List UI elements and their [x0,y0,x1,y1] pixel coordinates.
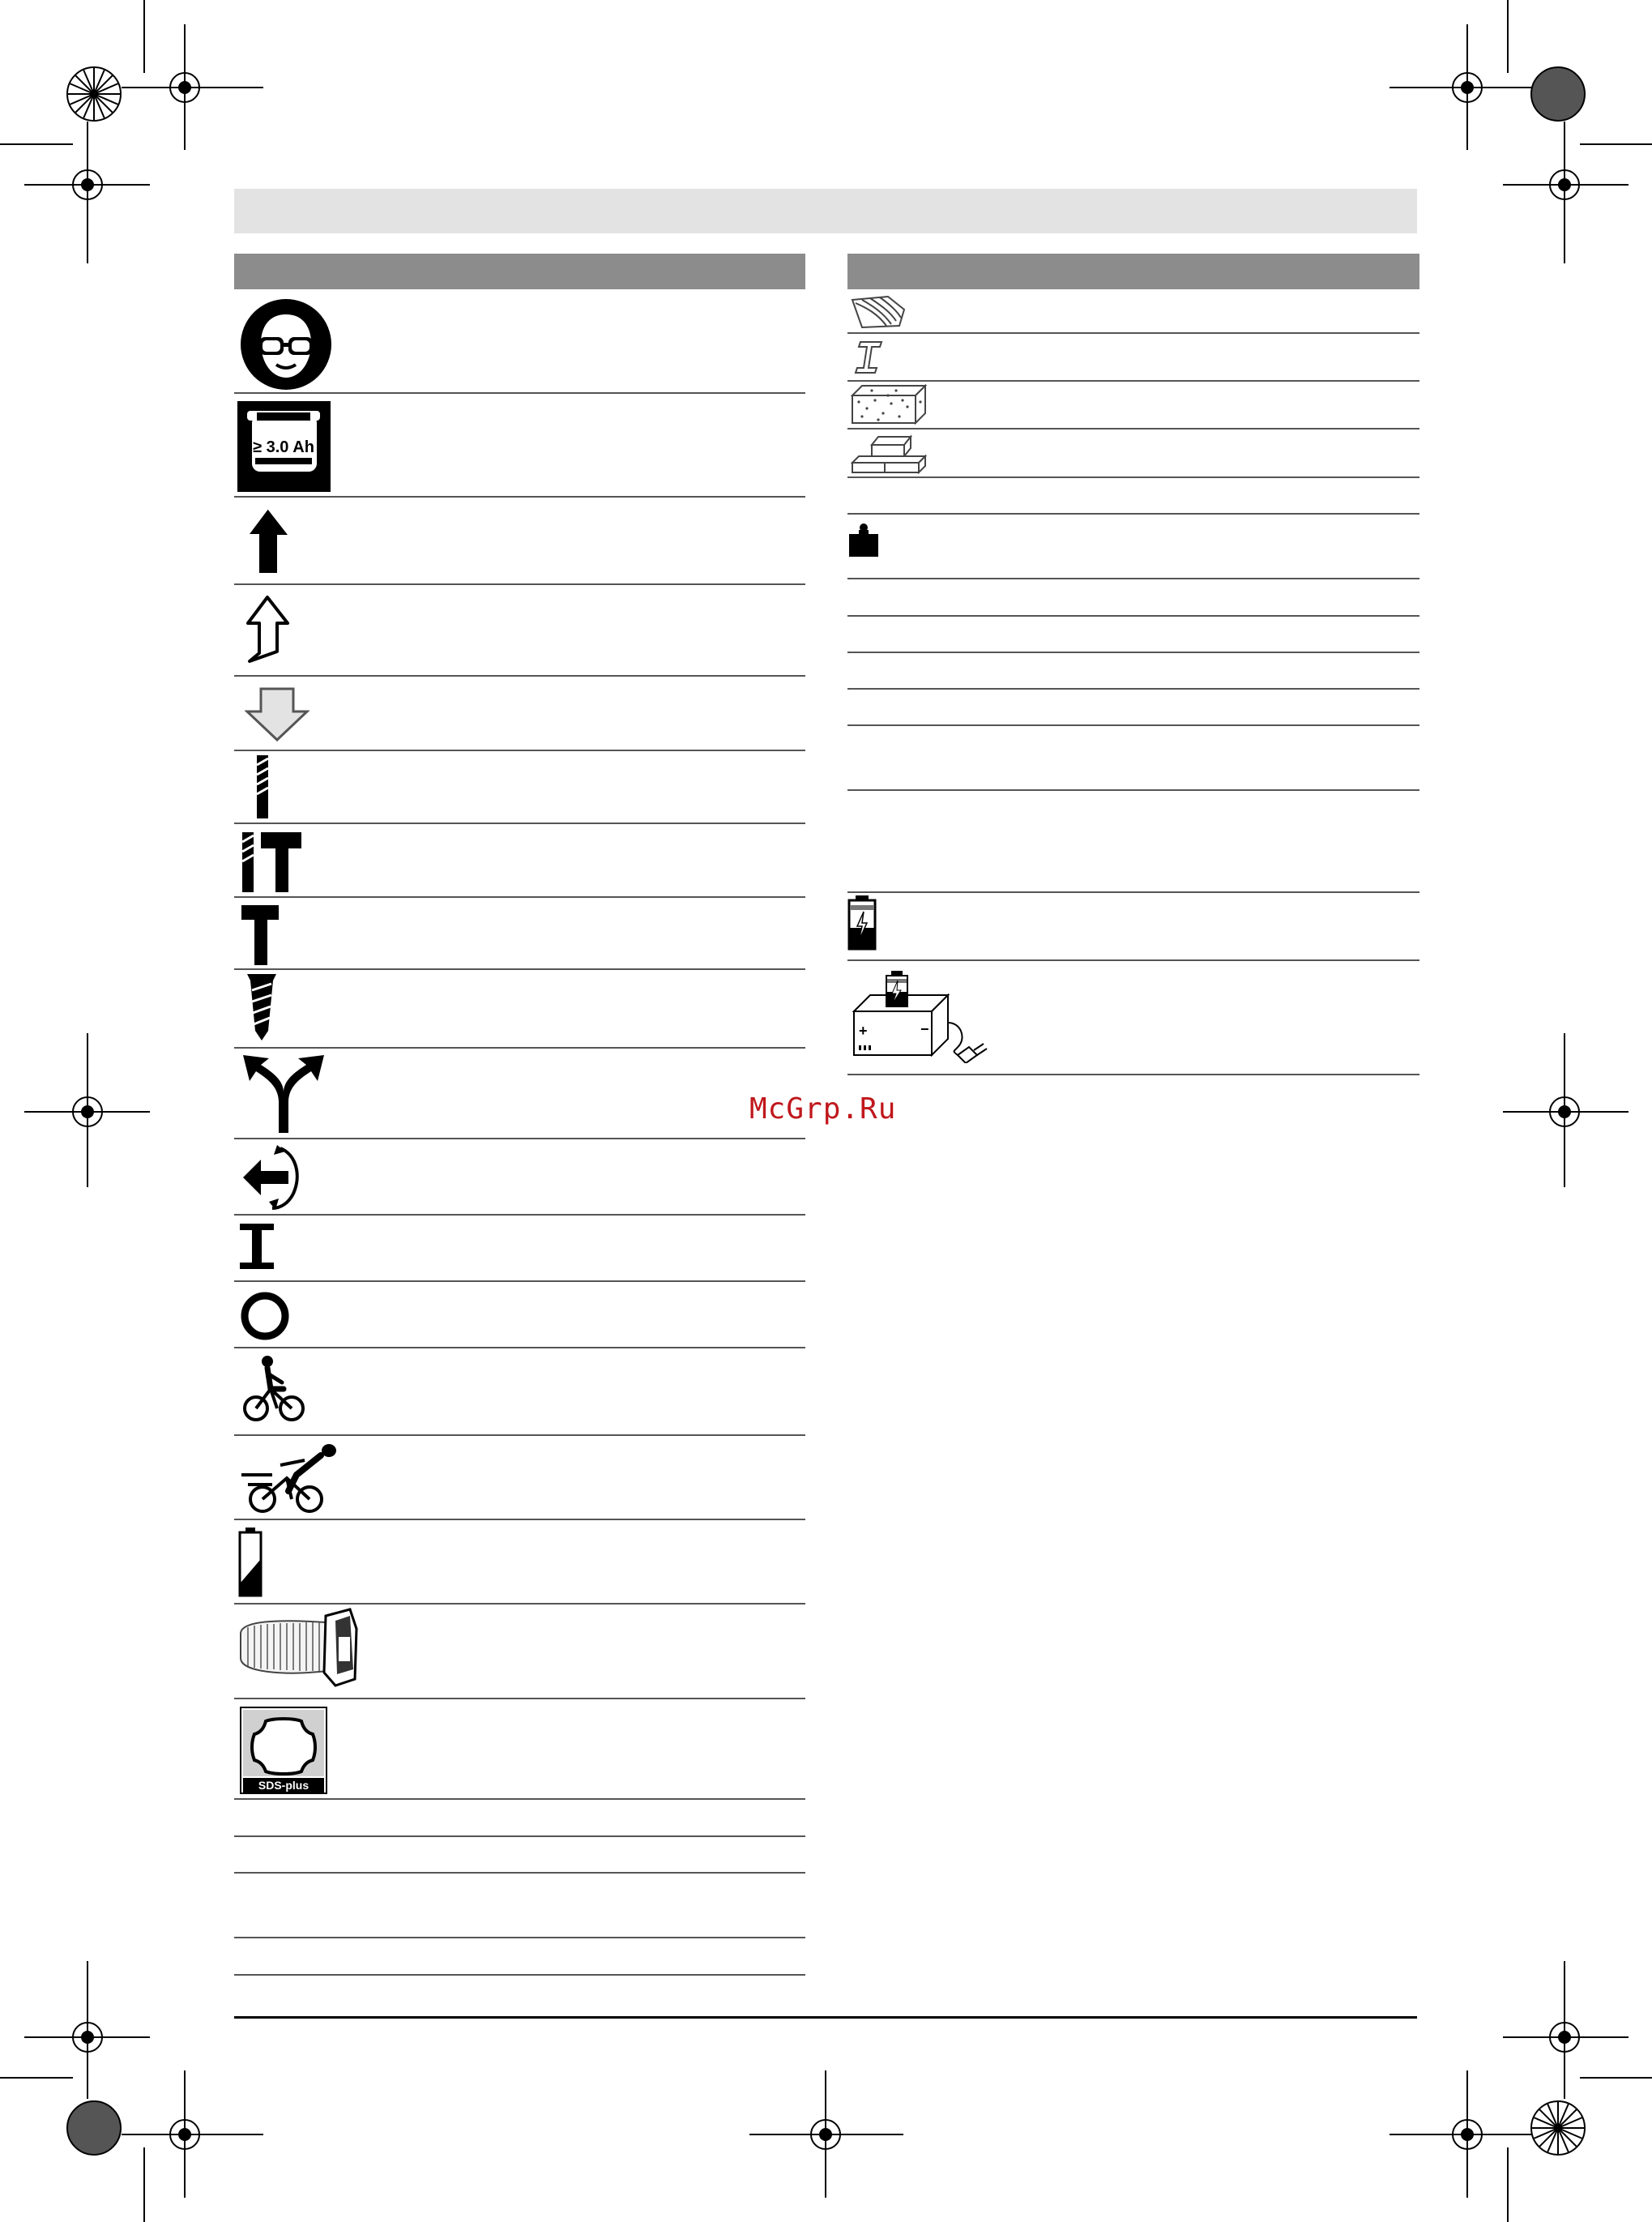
masonry-icon [851,434,927,474]
eye-protection-icon [240,298,333,391]
charger-icon [847,966,993,1063]
slow-cyclist-icon [240,1355,309,1424]
arrow-up-filled-icon [243,506,292,575]
concrete-icon [851,384,927,425]
screw-icon [245,972,278,1042]
svg-text:−: − [920,1021,929,1037]
right-column-header [847,254,1419,289]
left-column-header [234,254,805,289]
battery-3ah-icon [237,401,331,492]
watermark: McGrp.Ru [749,1092,897,1126]
header-band [234,189,1417,233]
dust-extraction-hose-icon [237,1605,358,1692]
battery-icon [847,895,877,951]
branch-arrow-icon [241,1053,327,1135]
footer-rule [234,2016,1417,2019]
arrow-down-icon [245,687,309,742]
fast-cyclist-icon [240,1442,337,1514]
wood-icon [851,295,906,329]
battery-3ah-label: ≥ 3.0 Ah [253,438,314,456]
battery-charge-icon [238,1528,263,1597]
steel-beam-icon [854,340,883,374]
sds-plus-label: SDS-plus [258,1779,309,1792]
drill-hammer-icon [240,829,305,894]
rotation-direction-icon [240,1143,305,1211]
weight-icon [847,523,880,558]
on-i-icon [240,1224,274,1269]
off-o-icon [240,1291,290,1341]
drill-bit-icon [254,755,271,820]
arrow-up-outline-icon [243,595,292,664]
sds-plus-icon [240,1707,327,1794]
svg-text:+: + [859,1023,868,1039]
hammer-icon [240,902,280,967]
